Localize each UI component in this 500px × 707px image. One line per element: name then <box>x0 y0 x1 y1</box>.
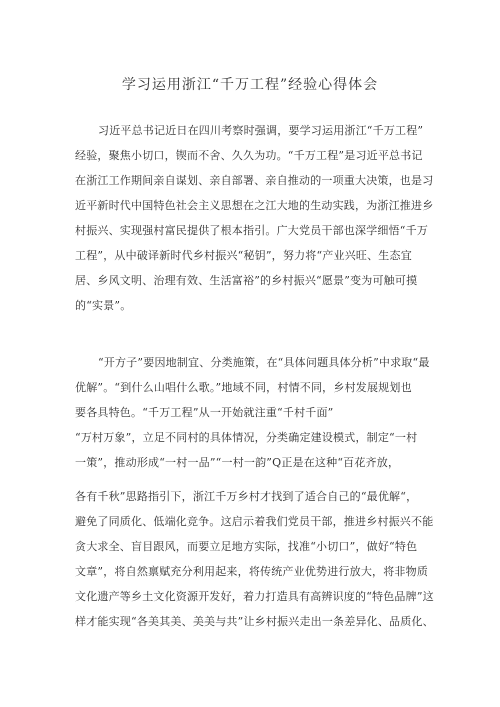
paragraph-2-line-6: 各有千秋”思路指引下，浙江千万乡村才找到了适合自己的“最优解“， <box>75 490 418 503</box>
paragraph-2-line-5: 一策”，推动形成“一村一品”“一村一韵”Q正是在这种“百花齐放， <box>75 456 400 469</box>
paragraph-2-line-8: 贪大求全、盲目跟风，而要立足地方实际，找准“小切口”，做好“特色 <box>75 540 418 553</box>
paragraph-2-line-11: 样才能实现“各美其美、美美与共”让乡村振兴走出一条差异化、品质化、 <box>75 615 434 628</box>
paragraph-2-line-7: 避免了同质化、低端化竞争。这启示着我们党员干部，推进乡村振兴不能 <box>75 515 434 528</box>
paragraph-1-line-1: 习近平总书记近日在四川考察时强调，要学习运用浙江“千万工程” <box>98 124 424 137</box>
document-title: 学习运用浙江“千万工程”经验心得体会 <box>121 77 379 93</box>
paragraph-2-line-10: 文化遗产等乡土文化资源开发好，着力打造具有高辨识度的“特色品牌”这 <box>75 590 434 603</box>
paragraph-2-line-2: 优解”。“到什么山唱什么歌。”地域不同，村情不同，乡村发展规划也 <box>75 381 412 394</box>
paragraph-2-line-3: 要各具特色。“千万工程”从一开始就注重“千村千面” <box>75 406 334 419</box>
paragraph-1-line-6: 工程”，从中破译新时代乡村振兴“秘钥”，努力将“产业兴旺、生态宜 <box>75 249 412 262</box>
paragraph-1-line-5: 村振兴、实现强村富民提供了根本指引。广大党员干部也深学细悟“千万 <box>75 224 429 237</box>
paragraph-2-line-4: “万村万象”，立足不同村的具体情况，分类确定建设模式，制定“一村 <box>75 431 418 444</box>
paragraph-2-line-9: 文章”，将自然禀赋充分利用起来，将传统产业优势进行放大，将非物质 <box>75 565 429 578</box>
paragraph-1-line-3: 在浙江工作期间亲自谋划、亲自部署、亲自推动的一项重大决策，也是习 <box>75 174 434 187</box>
paragraph-1-line-2: 经验，聚焦小切口，锲而不舍、久久为功。“千万工程”是习近平总书记 <box>75 149 423 162</box>
paragraph-1-line-8: 的“实景”。 <box>75 299 132 312</box>
paragraph-2-line-1: “开方子”要因地制宜、分类施策，在“具体问题具体分析”中求取“最 <box>98 356 430 369</box>
paragraph-1-line-7: 居、乡风文明、治理有效、生活富裕”的乡村振兴“愿景”变为可触可摸 <box>75 274 418 287</box>
paragraph-1-line-4: 近平新时代中国特色社会主义思想在之江大地的生动实践，为浙江推进乡 <box>75 199 434 212</box>
